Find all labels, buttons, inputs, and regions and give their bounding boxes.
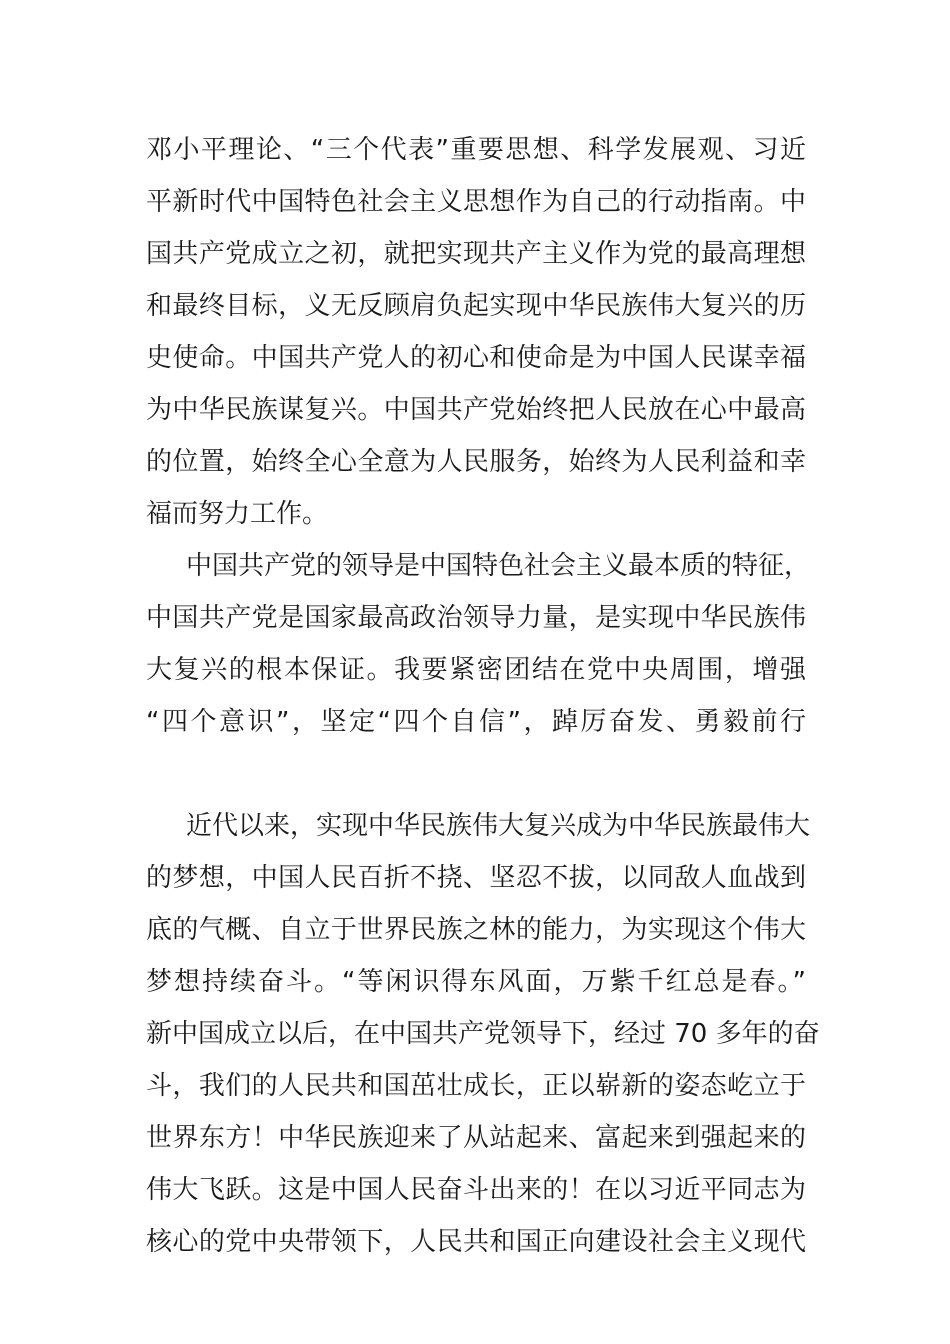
paragraph-1-line-4: 和最终目标，义无反顾肩负起实现中华民族伟大复兴的历 <box>146 291 806 321</box>
paragraph-3-line-4: 梦想持续奋斗。“等闲识得东风面，万紫千红总是春。” <box>146 967 806 997</box>
paragraph-3-line-1: 近代以来，实现中华民族伟大复兴成为中华民族最伟大 <box>186 811 811 841</box>
paragraph-1-line-8: 福而努力工作。 <box>146 499 329 529</box>
paragraph-1-line-2: 平新时代中国特色社会主义思想作为自己的行动指南。中 <box>146 187 806 217</box>
paragraph-1-line-3: 国共产党成立之初，就把实现共产主义作为党的最高理想 <box>146 239 806 269</box>
paragraph-1-line-7: 的位置，始终全心全意为人民服务，始终为人民利益和幸 <box>146 447 806 477</box>
paragraph-3-line-6: 斗，我们的人民共和国茁壮成长，正以崭新的姿态屹立于 <box>146 1071 806 1101</box>
paragraph-3-line-5: 新中国成立以后，在中国共产党领导下，经过 70 多年的奋 <box>146 1019 820 1049</box>
paragraph-3-line-3: 底的气概、自立于世界民族之林的能力，为实现这个伟大 <box>146 915 806 945</box>
paragraph-2-line-3: 大复兴的根本保证。我要紧密团结在党中央周围，增强 <box>146 655 806 685</box>
paragraph-1-line-5: 史使命。中国共产党人的初心和使命是为中国人民谋幸福 <box>146 343 806 373</box>
paragraph-2-line-1: 中国共产党的领导是中国特色社会主义最本质的特征， <box>186 551 811 581</box>
paragraph-3-line-7: 世界东方！中华民族迎来了从站起来、富起来到强起来的 <box>146 1123 806 1153</box>
paragraph-1-line-1: 邓小平理论、“三个代表”重要思想、科学发展观、习近 <box>146 135 806 165</box>
paragraph-3-line-9: 核心的党中央带领下，人民共和国正向建设社会主义现代 <box>146 1227 806 1257</box>
paragraph-2-line-2: 中国共产党是国家最高政治领导力量，是实现中华民族伟 <box>146 603 806 633</box>
paragraph-3-line-2: 的梦想，中国人民百折不挠、坚忍不拔，以同敌人血战到 <box>146 863 806 893</box>
paragraph-2-line-4: “四个意识”，坚定“四个自信”，踔厉奋发、勇毅前行 <box>146 707 806 737</box>
paragraph-3-line-8: 伟大飞跃。这是中国人民奋斗出来的！在以习近平同志为 <box>146 1175 806 1205</box>
paragraph-1-line-6: 为中华民族谋复兴。中国共产党始终把人民放在心中最高 <box>146 395 806 425</box>
